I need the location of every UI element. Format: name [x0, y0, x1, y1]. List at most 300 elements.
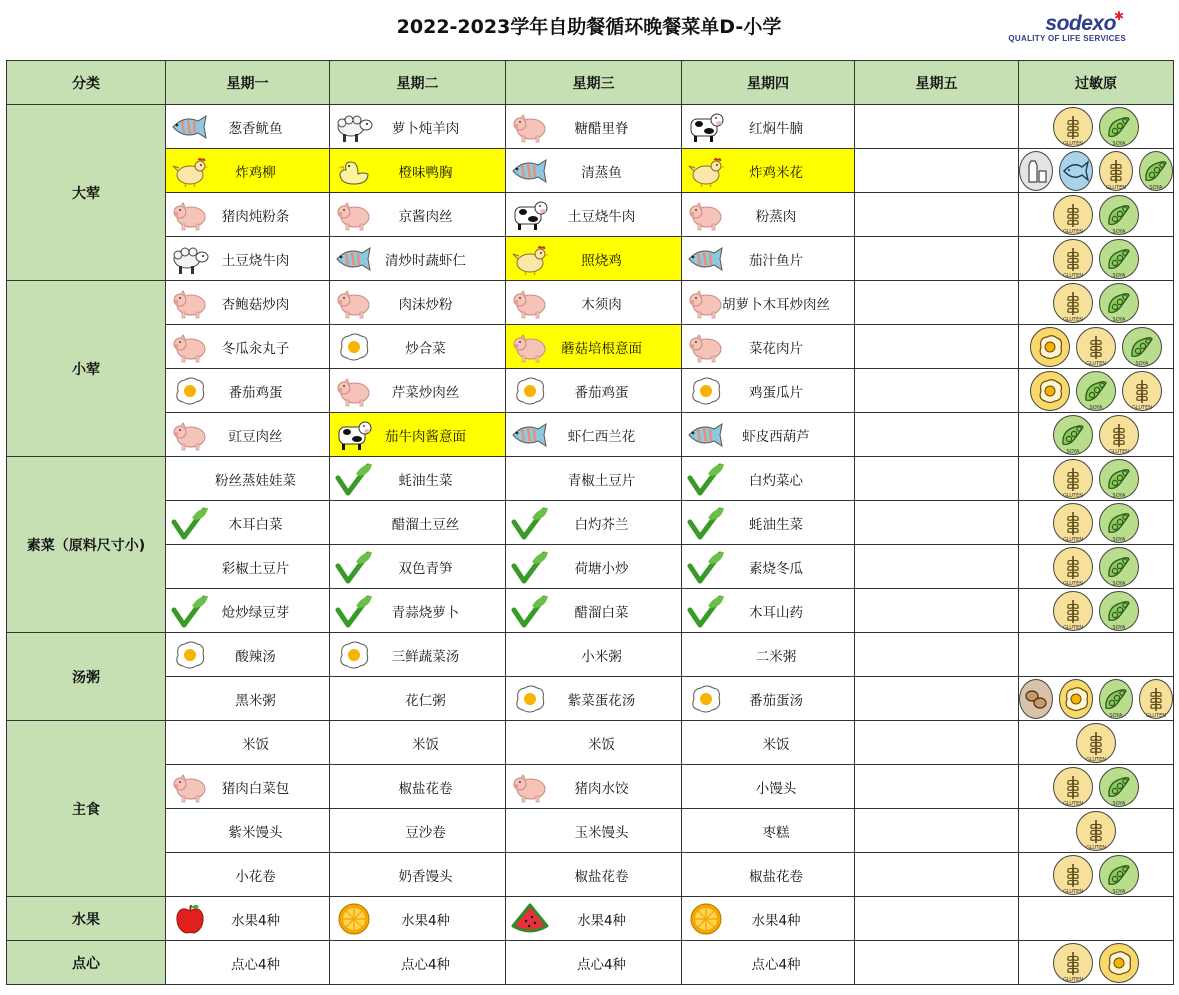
dish-cell-friday: [855, 281, 1019, 325]
pig-icon: [686, 286, 726, 320]
soya-icon: [1099, 239, 1139, 279]
dish-name: 猪肉炖粉条: [221, 208, 290, 225]
category-cell: 小荤: [7, 281, 166, 457]
dish-name: 粉蒸肉: [755, 208, 797, 225]
dish-name: 糖醋里脊: [574, 120, 629, 137]
dish-name: 酸辣汤: [235, 648, 276, 665]
table-row: [7, 149, 1174, 193]
table-row: [7, 897, 1174, 941]
dish-cell-tuesday: [330, 897, 506, 941]
allergen-list: [1019, 809, 1173, 852]
allergen-cell: [1019, 941, 1174, 985]
dish-cell-thursday: [682, 501, 855, 545]
header-thursday: 星期四: [682, 61, 855, 105]
menu-body: [7, 105, 1174, 985]
dish-cell-friday: [855, 457, 1019, 501]
soya-icon: [1053, 415, 1093, 455]
allergen-label: GLUTEN: [1085, 360, 1107, 367]
dish-cell-thursday: [682, 457, 855, 501]
allergen-list: [1019, 105, 1173, 148]
pig-icon: [686, 198, 726, 232]
dish-cell-monday: [166, 149, 330, 193]
allergen-list: [1019, 633, 1173, 676]
soya-icon: [1099, 591, 1139, 631]
dish-cell-friday: [855, 325, 1019, 369]
dish-cell-tuesday: [330, 193, 506, 237]
allergen-label: GLUTEN: [1062, 140, 1084, 147]
egg-icon: [1099, 943, 1139, 983]
gluten-icon: [1053, 855, 1093, 895]
apple-icon: [170, 902, 210, 936]
dish-cell-thursday: [682, 413, 855, 457]
dish-name: 椒盐花卷: [749, 868, 803, 885]
dish-cell-friday: [855, 809, 1019, 853]
pig-icon: [170, 198, 210, 232]
dish-cell-friday: [855, 149, 1019, 193]
dish-cell-monday: [166, 501, 330, 545]
dish-cell-thursday: [682, 545, 855, 589]
dish-cell-monday: [166, 941, 330, 985]
nut-icon: [1019, 679, 1053, 719]
dish-cell-wednesday: [506, 897, 682, 941]
gluten-icon: [1053, 591, 1093, 631]
dish-cell-wednesday: [506, 633, 682, 677]
allergen-label: GLUTEN: [1062, 976, 1084, 983]
allergen-list: [1019, 281, 1173, 324]
pig-icon: [510, 110, 550, 144]
dish-name: 椒盐花卷: [398, 780, 453, 797]
dish-cell-monday: [166, 545, 330, 589]
egg-icon: [686, 374, 726, 408]
dish-cell-wednesday: [506, 765, 682, 809]
dish-cell-thursday: [682, 369, 855, 413]
dish-cell-friday: [855, 545, 1019, 589]
allergen-cell: [1019, 149, 1174, 193]
dish-cell-tuesday: [330, 501, 506, 545]
gluten-icon: [1076, 723, 1116, 763]
menu-header: [6, 0, 1172, 60]
dish-name: 米饭: [242, 736, 269, 753]
dish-name: 点心4种: [576, 956, 627, 973]
allergen-label: SOYA: [1112, 580, 1126, 587]
orange-icon: [686, 902, 726, 936]
dish-cell-monday: [166, 369, 330, 413]
allergen-list: [1019, 193, 1173, 236]
soya-icon: [1076, 371, 1116, 411]
fish-icon: [510, 154, 550, 188]
allergen-cell: [1019, 809, 1174, 853]
table-row: [7, 721, 1174, 765]
dish-name: 水果4种: [751, 912, 801, 929]
dish-cell-wednesday: [506, 809, 682, 853]
allergen-list: [1019, 721, 1173, 764]
dish-name: 京酱肉丝: [398, 208, 453, 225]
dish-cell-tuesday: [330, 809, 506, 853]
dish-cell-monday: [166, 237, 330, 281]
table-row: [7, 545, 1174, 589]
header-wednesday: 星期三: [506, 61, 682, 105]
table-row: [7, 589, 1174, 633]
fish-icon: [170, 110, 210, 144]
dish-name: 土豆烧牛肉: [221, 252, 290, 269]
dish-name: 二米粥: [755, 648, 797, 665]
pig-icon: [510, 770, 550, 804]
dish-name: 土豆烧牛肉: [567, 208, 636, 225]
gluten-icon: [1053, 195, 1093, 235]
soya-icon: [1099, 459, 1139, 499]
allergen-list: [1019, 853, 1173, 896]
dish-name: 黑米粥: [235, 692, 276, 709]
dish-name: 米饭: [588, 736, 615, 753]
dish-name: 清炒时蔬虾仁: [385, 252, 466, 269]
allergen-cell: [1019, 633, 1174, 677]
gluten-icon: [1053, 283, 1093, 323]
watermelon-icon: [510, 902, 550, 936]
allergen-cell: [1019, 457, 1174, 501]
dish-cell-thursday: [682, 237, 855, 281]
allergen-label: GLUTEN: [1085, 756, 1107, 763]
pig-icon: [170, 770, 210, 804]
dish-cell-tuesday: [330, 105, 506, 149]
dish-cell-thursday: [682, 941, 855, 985]
sheep-icon: [334, 110, 374, 144]
dish-name: 青椒土豆片: [567, 472, 636, 489]
veg-icon: [170, 594, 210, 628]
dish-cell-friday: [855, 853, 1019, 897]
dish-name: 玉米馒头: [574, 824, 629, 841]
table-row: [7, 677, 1174, 721]
logo-tagline: QUALITY OF LIFE SERVICES: [1008, 34, 1126, 43]
allergen-label: GLUTEN: [1085, 844, 1107, 851]
dish-name: 虾仁西兰花: [567, 428, 636, 445]
dish-cell-wednesday: [506, 941, 682, 985]
dish-name: 木耳白菜: [228, 516, 283, 533]
page-title: 2022-2023学年自助餐循环晚餐菜单D-小学: [396, 16, 782, 38]
dish-cell-tuesday: [330, 853, 506, 897]
allergen-cell: [1019, 853, 1174, 897]
dish-cell-friday: [855, 501, 1019, 545]
gluten-icon: [1139, 679, 1173, 719]
dish-cell-monday: [166, 765, 330, 809]
veg-icon: [334, 550, 374, 584]
allergen-label: GLUTEN: [1105, 184, 1127, 191]
dish-cell-wednesday: [506, 237, 682, 281]
egg-icon: [1059, 679, 1093, 719]
allergen-label: SOYA: [1112, 272, 1126, 279]
gluten-icon: [1053, 767, 1093, 807]
sodexo-logo: [1008, 9, 1126, 43]
allergen-label: GLUTEN: [1062, 272, 1084, 279]
dish-cell-monday: [166, 193, 330, 237]
dish-cell-wednesday: [506, 853, 682, 897]
dish-cell-tuesday: [330, 369, 506, 413]
dish-name: 猪肉白菜包: [221, 780, 290, 797]
dish-cell-wednesday: [506, 281, 682, 325]
allergen-cell: [1019, 413, 1174, 457]
allergen-list: [1019, 237, 1173, 280]
dish-name: 米饭: [412, 736, 439, 753]
menu-table: [6, 60, 1174, 985]
pig-icon: [510, 286, 550, 320]
fish-icon: [686, 242, 726, 276]
veg-icon: [510, 594, 550, 628]
allergen-list: [1019, 325, 1173, 368]
dish-cell-tuesday: [330, 457, 506, 501]
veg-icon: [686, 462, 726, 496]
dish-cell-wednesday: [506, 721, 682, 765]
fish-icon: [510, 418, 550, 452]
gluten-icon: [1053, 107, 1093, 147]
dish-cell-tuesday: [330, 765, 506, 809]
allergen-label: GLUTEN: [1062, 800, 1084, 807]
allergen-cell: [1019, 897, 1174, 941]
dish-name: 彩椒土豆片: [221, 560, 290, 577]
dish-cell-friday: [855, 237, 1019, 281]
allergen-label: SOYA: [1112, 228, 1126, 235]
dish-name: 炸鸡米花: [749, 164, 803, 181]
gluten-icon: [1053, 503, 1093, 543]
dish-cell-monday: [166, 413, 330, 457]
dish-name: 木耳山药: [749, 604, 803, 621]
allergen-list: [1019, 765, 1173, 808]
egg-icon: [170, 374, 210, 408]
allergen-cell: [1019, 677, 1174, 721]
dish-name: 小花卷: [235, 868, 276, 885]
dish-name: 点心4种: [751, 956, 801, 973]
table-row: [7, 501, 1174, 545]
allergen-cell: [1019, 545, 1174, 589]
allergen-cell: [1019, 721, 1174, 765]
dish-name: 杏鲍菇炒肉: [221, 296, 290, 313]
allergen-cell: [1019, 589, 1174, 633]
table-row: [7, 765, 1174, 809]
dish-cell-monday: [166, 457, 330, 501]
dish-cell-wednesday: [506, 589, 682, 633]
dish-cell-tuesday: [330, 149, 506, 193]
gluten-icon: [1099, 151, 1133, 191]
allergen-cell: [1019, 369, 1174, 413]
dish-cell-monday: [166, 281, 330, 325]
allergen-label: GLUTEN: [1108, 448, 1130, 455]
dish-name: 肉沫炒粉: [398, 296, 453, 313]
dish-cell-friday: [855, 413, 1019, 457]
dish-name: 青蒜烧萝卜: [391, 604, 460, 621]
soya-icon: [1099, 195, 1139, 235]
allergen-list: [1019, 149, 1173, 192]
allergen-label: GLUTEN: [1062, 228, 1084, 235]
egg-icon: [334, 330, 374, 364]
dish-cell-wednesday: [506, 325, 682, 369]
chicken-icon: [510, 242, 550, 276]
header-tuesday: 星期二: [330, 61, 506, 105]
dish-name: 水果4种: [400, 912, 451, 929]
gluten-icon: [1076, 327, 1116, 367]
dish-name: 素烧冬瓜: [749, 560, 803, 577]
category-cell: 大荤: [7, 105, 166, 281]
sheep-icon: [170, 242, 210, 276]
allergen-label: GLUTEN: [1062, 492, 1084, 499]
allergen-list: [1019, 941, 1173, 984]
dish-name: 枣糕: [762, 824, 790, 841]
dish-cell-wednesday: [506, 149, 682, 193]
dish-cell-tuesday: [330, 941, 506, 985]
dish-name: 水果4种: [576, 912, 627, 929]
table-row: [7, 633, 1174, 677]
allergen-label: GLUTEN: [1145, 712, 1167, 719]
dish-name: 菜花肉片: [749, 340, 803, 357]
dish-name: 奶香馒头: [398, 868, 453, 885]
duck-icon: [334, 154, 374, 188]
veg-icon: [510, 550, 550, 584]
allergen-list: [1019, 501, 1173, 544]
dish-cell-thursday: [682, 325, 855, 369]
allergen-label: SOYA: [1066, 448, 1080, 455]
category-cell: 点心: [7, 941, 166, 985]
dish-cell-friday: [855, 677, 1019, 721]
dish-name: 萝卜炖羊肉: [391, 120, 460, 137]
soya-icon: [1139, 151, 1173, 191]
dish-name: 猪肉水饺: [574, 780, 629, 797]
dish-cell-monday: [166, 325, 330, 369]
dish-cell-monday: [166, 105, 330, 149]
pig-icon: [510, 330, 550, 364]
dish-cell-thursday: [682, 633, 855, 677]
allergen-label: SOYA: [1112, 492, 1126, 499]
dish-cell-wednesday: [506, 677, 682, 721]
allergen-list: [1019, 589, 1173, 632]
table-row: [7, 325, 1174, 369]
dish-cell-monday: [166, 853, 330, 897]
egg-icon: [1030, 371, 1070, 411]
soya-icon: [1099, 679, 1133, 719]
table-row: [7, 105, 1174, 149]
chicken-icon: [170, 154, 210, 188]
allergen-label: SOYA: [1149, 184, 1163, 191]
dish-name: 水果4种: [230, 912, 281, 929]
chicken-icon: [686, 154, 726, 188]
dish-name: 点心4种: [230, 956, 281, 973]
allergen-label: SOYA: [1112, 888, 1126, 895]
dish-name: 茄汁鱼片: [749, 252, 803, 269]
dish-cell-wednesday: [506, 413, 682, 457]
dish-name: 醋溜土豆丝: [391, 516, 460, 533]
fish-icon: [334, 242, 374, 276]
star-icon: ✱: [1113, 9, 1124, 23]
dish-cell-friday: [855, 105, 1019, 149]
dish-name: 番茄鸡蛋: [228, 384, 283, 401]
allergen-cell: [1019, 105, 1174, 149]
dish-name: 清蒸鱼: [581, 164, 622, 181]
dish-name: 蚝油生菜: [398, 472, 453, 489]
dish-cell-wednesday: [506, 369, 682, 413]
header-friday: 星期五: [855, 61, 1019, 105]
allergen-label: GLUTEN: [1131, 404, 1153, 411]
dish-name: 冬瓜汆丸子: [221, 340, 290, 357]
pig-icon: [334, 374, 374, 408]
gluten-icon: [1099, 415, 1139, 455]
dish-name: 虾皮西葫芦: [742, 428, 810, 445]
dish-cell-thursday: [682, 281, 855, 325]
dish-name: 葱香鱿鱼: [228, 120, 283, 137]
gluten-icon: [1076, 811, 1116, 851]
allergen-list: [1019, 457, 1173, 500]
dish-name: 胡萝卜木耳炒肉丝: [722, 296, 830, 313]
dish-name: 炒合菜: [405, 340, 446, 357]
egg-icon: [510, 682, 550, 716]
dish-cell-tuesday: [330, 633, 506, 677]
dish-cell-wednesday: [506, 105, 682, 149]
header-category: 分类: [7, 61, 166, 105]
soya-icon: [1099, 547, 1139, 587]
allergen-label: GLUTEN: [1062, 888, 1084, 895]
egg-icon: [1030, 327, 1070, 367]
veg-icon: [686, 550, 726, 584]
allergen-label: SOYA: [1109, 712, 1123, 719]
pig-icon: [170, 330, 210, 364]
egg-icon: [686, 682, 726, 716]
dish-cell-tuesday: [330, 677, 506, 721]
fish-icon: [1059, 151, 1093, 191]
allergen-label: SOYA: [1112, 624, 1126, 631]
cow-icon: [334, 418, 374, 452]
cow-icon: [686, 110, 726, 144]
allergen-label: SOYA: [1112, 316, 1126, 323]
egg-icon: [170, 638, 210, 672]
dish-cell-thursday: [682, 105, 855, 149]
soya-icon: [1099, 107, 1139, 147]
allergen-cell: [1019, 765, 1174, 809]
header-allergens: 过敏原: [1019, 61, 1174, 105]
dish-cell-tuesday: [330, 281, 506, 325]
soya-icon: [1099, 855, 1139, 895]
dish-name: 小米粥: [581, 648, 622, 665]
dish-cell-tuesday: [330, 589, 506, 633]
category-cell: 汤粥: [7, 633, 166, 721]
veg-icon: [686, 594, 726, 628]
dish-cell-tuesday: [330, 721, 506, 765]
gluten-icon: [1053, 459, 1093, 499]
dish-cell-friday: [855, 369, 1019, 413]
dish-cell-thursday: [682, 589, 855, 633]
header-row: [7, 61, 1174, 105]
dish-name: 炝炒绿豆芽: [221, 604, 290, 621]
dish-name: 茄牛肉酱意面: [385, 428, 466, 445]
allergen-list: [1019, 369, 1173, 412]
dish-name: 蚝油生菜: [749, 516, 803, 533]
dish-name: 木须肉: [581, 296, 622, 313]
dish-name: 豇豆肉丝: [228, 428, 283, 445]
dish-cell-monday: [166, 721, 330, 765]
dish-name: 三鲜蔬菜汤: [391, 648, 460, 665]
gluten-icon: [1053, 943, 1093, 983]
pig-icon: [334, 286, 374, 320]
table-row: [7, 941, 1174, 985]
gluten-icon: [1122, 371, 1162, 411]
allergen-list: [1019, 897, 1173, 940]
soya-icon: [1099, 503, 1139, 543]
logo-wordmark: sodexo: [1045, 12, 1116, 35]
dish-cell-thursday: [682, 193, 855, 237]
allergen-label: GLUTEN: [1062, 316, 1084, 323]
egg-icon: [334, 638, 374, 672]
dish-name: 白灼菜心: [749, 472, 803, 489]
dish-name: 豆沙卷: [405, 824, 446, 841]
allergen-label: SOYA: [1089, 404, 1103, 411]
dish-cell-thursday: [682, 721, 855, 765]
allergen-label: GLUTEN: [1062, 624, 1084, 631]
table-row: [7, 413, 1174, 457]
dish-cell-thursday: [682, 897, 855, 941]
